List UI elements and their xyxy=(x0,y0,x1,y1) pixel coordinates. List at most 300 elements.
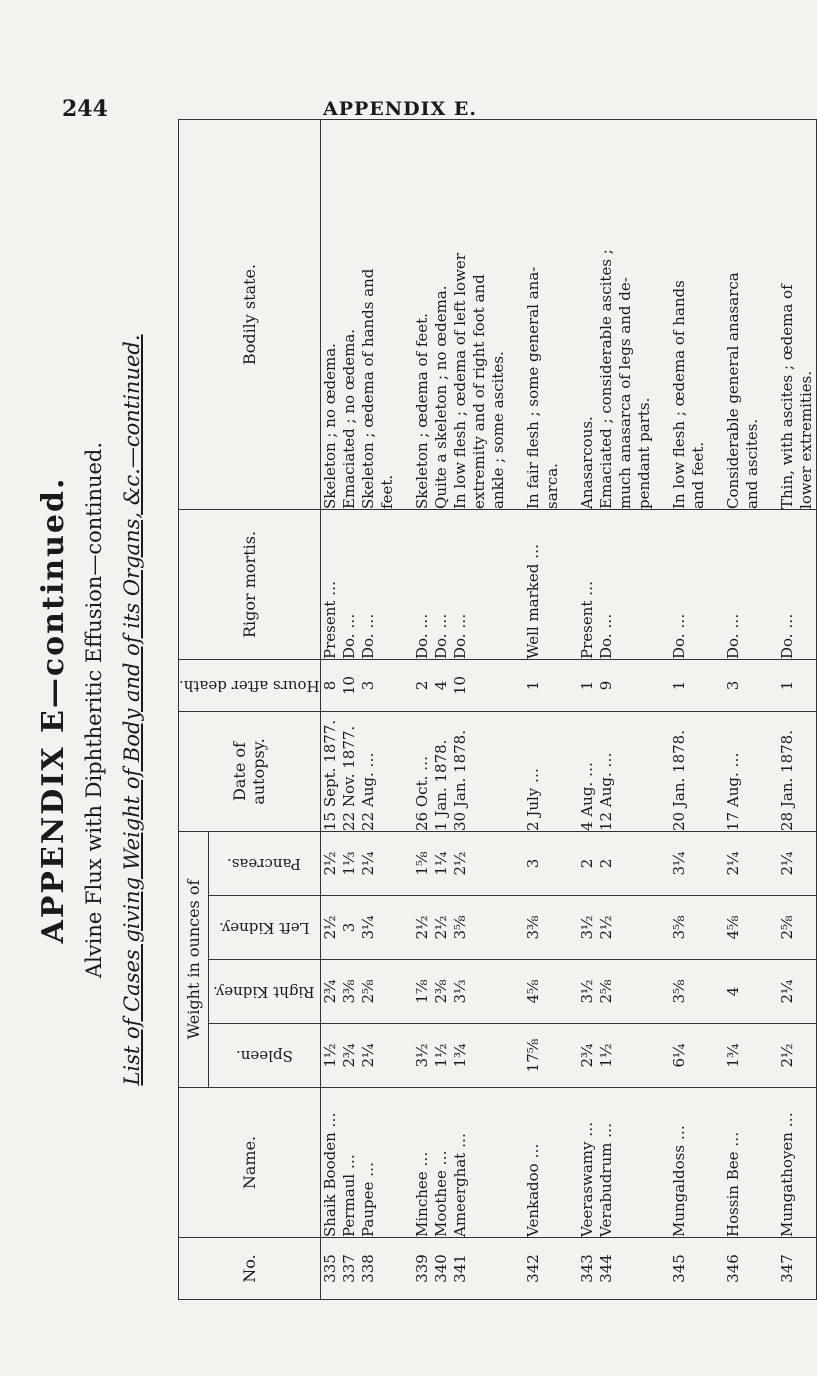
date-line xyxy=(635,712,654,831)
no-line: 339 xyxy=(412,1254,431,1283)
name-line: Minchee … xyxy=(412,1151,431,1237)
date-line: 26 Oct. … xyxy=(412,755,431,831)
group-gap xyxy=(397,1024,413,1087)
no-line xyxy=(470,1238,489,1299)
rigor-line: Do. … xyxy=(777,613,796,659)
left-kidney-line: 3⅝ xyxy=(450,915,469,940)
spleen-line xyxy=(635,1024,654,1087)
pancreas-line: 2½ xyxy=(320,851,339,876)
spleen-line xyxy=(616,1024,635,1087)
list-title: List of Cases giving Weight of Body and of its Organs, &c.—continued. xyxy=(120,334,144,1086)
group-gap xyxy=(397,510,413,659)
hours-line: 8 xyxy=(320,680,339,691)
group-gap xyxy=(508,510,524,659)
hours-line: 3 xyxy=(723,680,742,691)
left-kidney-line xyxy=(543,896,562,959)
hours-line xyxy=(616,660,635,711)
left-kidney-line xyxy=(797,896,816,959)
hours-line: 10 xyxy=(339,675,358,696)
right-kidney-line xyxy=(470,960,489,1023)
date-line: 30 Jan. 1878. xyxy=(450,730,469,831)
group-gap xyxy=(562,510,578,659)
hours-line: 10 xyxy=(450,675,469,696)
date-line: 2 July … xyxy=(523,767,542,831)
date-line xyxy=(543,712,562,831)
spleen-line: 3½ xyxy=(412,1043,431,1068)
pancreas-line: 2¼ xyxy=(723,851,742,876)
name-line xyxy=(689,1088,708,1237)
no-line xyxy=(378,1238,397,1299)
pancreas-line: 2 xyxy=(596,858,615,869)
group-gap xyxy=(562,832,578,895)
column-left-kidney xyxy=(320,896,816,960)
rigor-line: Present … xyxy=(320,580,339,659)
column-spleen xyxy=(320,1024,816,1088)
left-kidney-line: 3½ xyxy=(577,915,596,940)
group-gap xyxy=(562,960,578,1023)
group-gap xyxy=(654,1238,670,1299)
bodily-line: pendant parts. xyxy=(634,397,653,509)
column-bodily xyxy=(320,119,816,509)
group-gap xyxy=(708,960,724,1023)
header-no: No. xyxy=(179,1238,321,1300)
hours-line: 2 xyxy=(412,680,431,691)
column-pancreas xyxy=(320,831,816,895)
page-number: 244 xyxy=(62,96,108,122)
group-gap xyxy=(708,896,724,959)
pancreas-line: 1⅝ xyxy=(412,851,431,876)
name-line: Mungathoyen … xyxy=(777,1112,796,1237)
bodily-line: Considerable general anasarca xyxy=(723,272,742,509)
hours-line: 3 xyxy=(358,680,377,691)
group-gap xyxy=(508,1238,524,1299)
page-header xyxy=(0,96,800,120)
group-gap xyxy=(708,660,724,711)
right-kidney-line xyxy=(378,960,397,1023)
left-kidney-line: 2⅝ xyxy=(777,915,796,940)
spleen-line: 1½ xyxy=(431,1043,450,1068)
no-line xyxy=(489,1238,508,1299)
no-line xyxy=(635,1238,654,1299)
header-weight-group: Weight in ounces of xyxy=(179,831,209,1087)
pancreas-line xyxy=(743,832,762,895)
spleen-line xyxy=(470,1024,489,1087)
rigor-line xyxy=(635,510,654,659)
header-bodily: Bodily state. xyxy=(179,119,321,509)
section-subtitle: Alvine Flux with Diphtheritic Effusion—continued. xyxy=(82,441,106,979)
header-rigor: Rigor mortis. xyxy=(179,509,321,659)
left-kidney-line: 4⅝ xyxy=(723,915,742,940)
rotated-table-page xyxy=(28,120,815,1300)
pancreas-line xyxy=(616,832,635,895)
hours-line xyxy=(635,660,654,711)
name-line xyxy=(797,1088,816,1237)
right-kidney-line: 3⅝ xyxy=(669,979,688,1004)
right-kidney-line: 2⅝ xyxy=(596,979,615,1004)
group-gap xyxy=(762,896,778,959)
rigor-line xyxy=(378,510,397,659)
rigor-line: Do. … xyxy=(358,613,377,659)
group-gap xyxy=(708,1238,724,1299)
right-kidney-line xyxy=(797,960,816,1023)
bodily-line: Skeleton ; œdema of feet. xyxy=(412,313,431,509)
column-right-kidney xyxy=(320,960,816,1024)
no-line: 342 xyxy=(523,1254,542,1283)
bodily-line: much anasarca of legs and de- xyxy=(615,277,634,509)
no-line xyxy=(797,1238,816,1299)
group-gap xyxy=(762,1024,778,1087)
hours-line xyxy=(743,660,762,711)
name-line: Permaul … xyxy=(339,1154,358,1237)
right-kidney-line xyxy=(635,960,654,1023)
name-line: Veeraswamy … xyxy=(577,1121,596,1237)
left-kidney-line: 2½ xyxy=(431,915,450,940)
pancreas-line xyxy=(689,832,708,895)
hours-line: 9 xyxy=(596,680,615,691)
right-kidney-line: 4⅝ xyxy=(523,979,542,1004)
pancreas-line: 2¼ xyxy=(358,851,377,876)
pancreas-line: 1⅓ xyxy=(339,851,358,876)
right-kidney-line: 1⅞ xyxy=(412,979,431,1004)
group-gap xyxy=(708,832,724,895)
group-gap xyxy=(508,1088,524,1237)
group-gap xyxy=(508,712,524,831)
spleen-line: 17⅝ xyxy=(523,1038,542,1073)
left-kidney-line: 2½ xyxy=(412,915,431,940)
left-kidney-line: 2½ xyxy=(596,915,615,940)
column-rigor xyxy=(320,509,816,659)
name-line xyxy=(616,1088,635,1237)
column-name xyxy=(320,1088,816,1238)
hours-line: 1 xyxy=(777,680,796,691)
group-gap xyxy=(508,660,524,711)
name-line xyxy=(635,1088,654,1237)
spleen-line xyxy=(743,1024,762,1087)
date-line: 1 Jan. 1878. xyxy=(431,739,450,831)
column-date xyxy=(320,711,816,831)
group-gap xyxy=(562,1088,578,1237)
group-gap xyxy=(508,832,524,895)
right-kidney-line xyxy=(689,960,708,1023)
date-line: 22 Aug. … xyxy=(358,752,377,831)
rigor-line xyxy=(616,510,635,659)
no-line xyxy=(616,1238,635,1299)
right-kidney-line: 3⅜ xyxy=(339,979,358,1004)
date-line xyxy=(470,712,489,831)
rigor-line xyxy=(489,510,508,659)
pancreas-line: 2½ xyxy=(450,851,469,876)
pancreas-line: 3¼ xyxy=(669,851,688,876)
group-gap xyxy=(654,1088,670,1237)
no-line: 343 xyxy=(577,1254,596,1283)
rigor-line xyxy=(689,510,708,659)
spleen-line: 2½ xyxy=(777,1043,796,1068)
bodily-line: feet. xyxy=(377,474,396,509)
rigor-line: Do. … xyxy=(669,613,688,659)
group-gap xyxy=(762,1088,778,1237)
name-line xyxy=(470,1088,489,1237)
bodily-line: In low flesh ; œdema of left lower xyxy=(450,253,469,509)
rigor-line: Present … xyxy=(577,580,596,659)
rigor-line: Well marked … xyxy=(523,543,542,659)
rigor-line: Do. … xyxy=(723,613,742,659)
pancreas-line xyxy=(543,832,562,895)
pancreas-line: 1¼ xyxy=(431,851,450,876)
group-gap xyxy=(762,832,778,895)
left-kidney-line xyxy=(616,896,635,959)
no-line: 335 xyxy=(320,1254,339,1283)
date-line: 12 Aug. … xyxy=(596,752,615,831)
bodily-line: In fair flesh ; some general ana- xyxy=(523,266,542,509)
no-line xyxy=(543,1238,562,1299)
spleen-line: 2¼ xyxy=(358,1043,377,1068)
bodily-line: and ascites. xyxy=(742,418,761,509)
rigor-line xyxy=(470,510,489,659)
group-gap xyxy=(397,660,413,711)
header-pancreas: Pancreas. xyxy=(227,854,302,873)
group-gap xyxy=(562,896,578,959)
group-gap xyxy=(562,1238,578,1299)
group-gap xyxy=(508,896,524,959)
group-gap xyxy=(397,712,413,831)
pancreas-line: 3 xyxy=(523,858,542,869)
date-line: 28 Jan. 1878. xyxy=(777,730,796,831)
no-line: 338 xyxy=(358,1254,377,1283)
date-line xyxy=(616,712,635,831)
hours-line: 1 xyxy=(669,680,688,691)
name-line: Moothee … xyxy=(431,1150,450,1237)
right-kidney-line: 2⅝ xyxy=(358,979,377,1004)
table-body-row xyxy=(320,119,816,1299)
group-gap xyxy=(508,960,524,1023)
spleen-line: 1¾ xyxy=(723,1043,742,1068)
left-kidney-line xyxy=(378,896,397,959)
group-gap xyxy=(508,120,524,509)
spleen-line: 1½ xyxy=(320,1043,339,1068)
bodily-line: Anasarcous. xyxy=(577,416,596,509)
pancreas-line xyxy=(470,832,489,895)
group-gap xyxy=(654,712,670,831)
name-line: Paupee … xyxy=(358,1161,377,1237)
no-line: 345 xyxy=(669,1254,688,1283)
no-line: 340 xyxy=(431,1254,450,1283)
bodily-line: and feet. xyxy=(688,441,707,509)
bodily-line: Quite a skeleton ; no œdema. xyxy=(431,285,450,509)
hours-line xyxy=(489,660,508,711)
bodily-line: Skeleton ; no œdema. xyxy=(320,343,339,509)
date-line xyxy=(378,712,397,831)
pancreas-line: 2¼ xyxy=(777,851,796,876)
pancreas-line xyxy=(489,832,508,895)
group-gap xyxy=(762,120,778,509)
no-line: 344 xyxy=(596,1254,615,1283)
column-hours xyxy=(320,659,816,711)
left-kidney-line xyxy=(689,896,708,959)
group-gap xyxy=(397,120,413,509)
spleen-line: 2¾ xyxy=(577,1043,596,1068)
right-kidney-line: 4 xyxy=(723,986,742,997)
group-gap xyxy=(654,832,670,895)
group-gap xyxy=(762,1238,778,1299)
group-gap xyxy=(397,960,413,1023)
header-left-kidney: Left Kidney. xyxy=(218,918,310,937)
group-gap xyxy=(708,712,724,831)
spleen-line xyxy=(797,1024,816,1087)
right-kidney-line xyxy=(743,960,762,1023)
bodily-line: ankle ; some ascites. xyxy=(488,351,507,509)
right-kidney-line: 3½ xyxy=(577,979,596,1004)
hours-line xyxy=(543,660,562,711)
rigor-line: Do. … xyxy=(450,613,469,659)
name-line xyxy=(489,1088,508,1237)
hours-line xyxy=(378,660,397,711)
spleen-line xyxy=(489,1024,508,1087)
name-line xyxy=(743,1088,762,1237)
right-kidney-line: 3⅓ xyxy=(450,979,469,1004)
left-kidney-line xyxy=(470,896,489,959)
group-gap xyxy=(562,1024,578,1087)
group-gap xyxy=(562,120,578,509)
no-line xyxy=(689,1238,708,1299)
rigor-line xyxy=(743,510,762,659)
hours-line xyxy=(797,660,816,711)
group-gap xyxy=(397,896,413,959)
bodily-line: Emaciated ; considerable ascites ; xyxy=(596,249,615,509)
rigor-line xyxy=(797,510,816,659)
date-line: 4 Aug. … xyxy=(577,762,596,831)
left-kidney-line: 3⅜ xyxy=(523,915,542,940)
pancreas-line xyxy=(797,832,816,895)
spleen-line xyxy=(543,1024,562,1087)
right-kidney-line: 2⅜ xyxy=(431,979,450,1004)
bodily-line: lower extremities. xyxy=(796,370,815,509)
bodily-line: In low flesh ; œdema of hands xyxy=(669,280,688,509)
rigor-line: Do. … xyxy=(339,613,358,659)
spleen-line xyxy=(689,1024,708,1087)
date-line: 17 Aug. … xyxy=(723,752,742,831)
group-gap xyxy=(562,712,578,831)
left-kidney-line: 3¼ xyxy=(358,915,377,940)
bodily-line: Thin, with ascites ; œdema of xyxy=(777,284,796,509)
no-line xyxy=(743,1238,762,1299)
no-line: 341 xyxy=(450,1254,469,1283)
date-line xyxy=(489,712,508,831)
hours-line xyxy=(470,660,489,711)
group-gap xyxy=(708,510,724,659)
left-kidney-line xyxy=(489,896,508,959)
right-kidney-line: 2¼ xyxy=(777,979,796,1004)
spleen-line: 2¾ xyxy=(339,1043,358,1068)
group-gap xyxy=(762,712,778,831)
date-line xyxy=(743,712,762,831)
left-kidney-line xyxy=(743,896,762,959)
group-gap xyxy=(397,832,413,895)
date-line: 22 Nov. 1877. xyxy=(339,725,358,831)
right-kidney-line xyxy=(616,960,635,1023)
header-spleen: Spleen. xyxy=(235,1046,293,1065)
group-gap xyxy=(708,120,724,509)
appendix-title: APPENDIX E—continued. xyxy=(36,476,71,944)
hours-line: 4 xyxy=(431,680,450,691)
date-line xyxy=(797,712,816,831)
hours-line: 1 xyxy=(577,680,596,691)
header-date: Date of autopsy. xyxy=(179,711,321,831)
group-gap xyxy=(762,960,778,1023)
group-gap xyxy=(762,510,778,659)
group-gap xyxy=(654,660,670,711)
group-gap xyxy=(508,1024,524,1087)
date-line: 20 Jan. 1878. xyxy=(669,730,688,831)
name-line: Ameerghat … xyxy=(450,1133,469,1237)
rigor-line xyxy=(543,510,562,659)
group-gap xyxy=(708,1088,724,1237)
group-gap xyxy=(654,960,670,1023)
left-kidney-line: 2½ xyxy=(320,915,339,940)
group-gap xyxy=(708,1024,724,1087)
bodily-line: extremity and of right foot and xyxy=(469,274,488,509)
header-hours: Hours after death. xyxy=(179,676,320,695)
group-gap xyxy=(654,896,670,959)
header-right-kidney: Right Kidney. xyxy=(213,982,315,1001)
no-line: 346 xyxy=(723,1254,742,1283)
right-kidney-line xyxy=(543,960,562,1023)
name-line: Mungaldoss … xyxy=(669,1125,688,1237)
left-kidney-line: 3⅝ xyxy=(669,915,688,940)
hours-line xyxy=(689,660,708,711)
bodily-line: sarca. xyxy=(542,463,561,509)
group-gap xyxy=(654,510,670,659)
name-line xyxy=(543,1088,562,1237)
no-line: 347 xyxy=(777,1254,796,1283)
group-gap xyxy=(654,1024,670,1087)
date-line xyxy=(689,712,708,831)
left-kidney-line xyxy=(635,896,654,959)
bodily-line: Skeleton ; œdema of hands and xyxy=(358,268,377,509)
header-name: Name. xyxy=(179,1088,321,1238)
name-line xyxy=(378,1088,397,1237)
name-line: Hossin Bee … xyxy=(723,1131,742,1237)
rigor-line: Do. … xyxy=(412,613,431,659)
date-line: 15 Sept. 1877. xyxy=(320,719,339,831)
spleen-line: 6¼ xyxy=(669,1043,688,1068)
hours-line: 1 xyxy=(523,680,542,691)
pancreas-line: 2 xyxy=(577,858,596,869)
group-gap xyxy=(397,1238,413,1299)
pancreas-line xyxy=(635,832,654,895)
spleen-line xyxy=(378,1024,397,1087)
rigor-line: Do. … xyxy=(431,613,450,659)
group-gap xyxy=(762,660,778,711)
no-line: 337 xyxy=(339,1254,358,1283)
group-gap xyxy=(654,120,670,509)
name-line: Venkadoo … xyxy=(523,1143,542,1237)
spleen-line: 1½ xyxy=(596,1043,615,1068)
bodily-line: Emaciated ; no œdema. xyxy=(339,328,358,509)
table-titles xyxy=(28,120,168,1300)
running-head: APPENDIX E. xyxy=(323,98,477,120)
rigor-line: Do. … xyxy=(596,613,615,659)
column-no xyxy=(320,1238,816,1300)
left-kidney-line: 3 xyxy=(339,922,358,933)
right-kidney-line xyxy=(489,960,508,1023)
group-gap xyxy=(397,1088,413,1237)
name-line: Verabudrum … xyxy=(596,1122,615,1237)
group-gap xyxy=(562,660,578,711)
pancreas-line xyxy=(378,832,397,895)
name-line: Shaik Booden … xyxy=(320,1112,339,1237)
right-kidney-line: 2¾ xyxy=(320,979,339,1004)
spleen-line: 1¾ xyxy=(450,1043,469,1068)
